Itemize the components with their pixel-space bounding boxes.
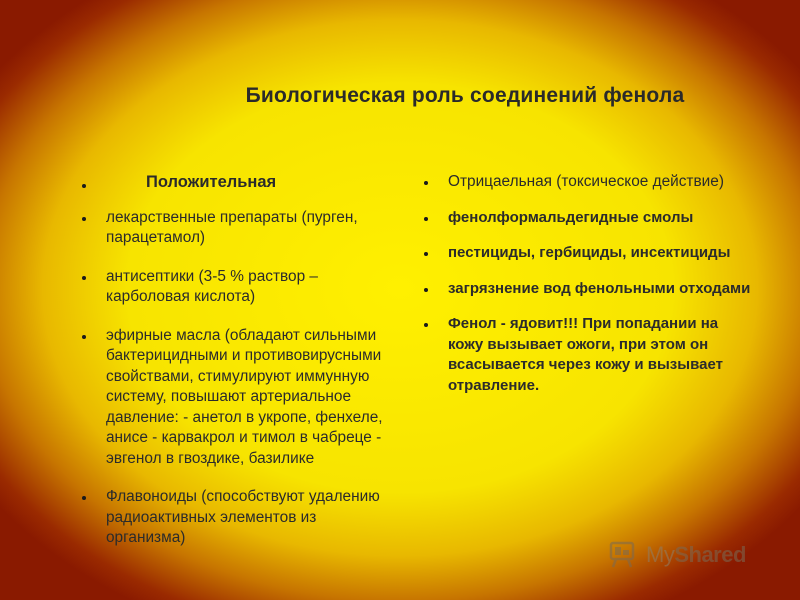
watermark-text-my: My (646, 542, 675, 567)
myshared-watermark (608, 537, 768, 573)
slide-title: Биологическая роль соединений фенола (245, 84, 685, 107)
list-item: загрязнение вод фенольными отходами (420, 279, 755, 300)
negative-list (420, 172, 755, 396)
list-item: антисептики (3-5 % раствор – карболовая кислота) (78, 267, 398, 308)
list-item: лекарственные препараты (пурген, парацетамол) (78, 208, 398, 249)
positive-heading: Положительная (78, 172, 398, 193)
list-item: эфирные масла (обладают сильными бактерицидными и противовирусными свойствами, стимулируют иммунную систему, повышают артериальное давление: - анетол в укропе, фенхеле, анисе - карвакрол и тимол в чабреце - эвгенол в гвоздике, базилике (78, 326, 398, 470)
list-item: Флавоноиды (способствуют удалению радиоактивных элементов из организма) (78, 487, 398, 549)
negative-role-column (420, 172, 755, 411)
watermark-text (646, 542, 746, 568)
watermark-text-shared: Shared (674, 542, 746, 567)
positive-list (78, 172, 398, 549)
myshared-logo-icon (608, 539, 640, 571)
positive-role-column (78, 172, 398, 567)
list-item: Фенол - ядовит!!! При попадании на кожу вызывает ожоги, при этом он всасывается через кожу и вызывает отравление. (420, 314, 755, 396)
negative-heading: Отрицаельная (токсическое действие) (420, 172, 755, 193)
list-item: пестициды, гербициды, инсектициды (420, 243, 755, 264)
list-item: фенолформальдегидные смолы (420, 208, 755, 229)
